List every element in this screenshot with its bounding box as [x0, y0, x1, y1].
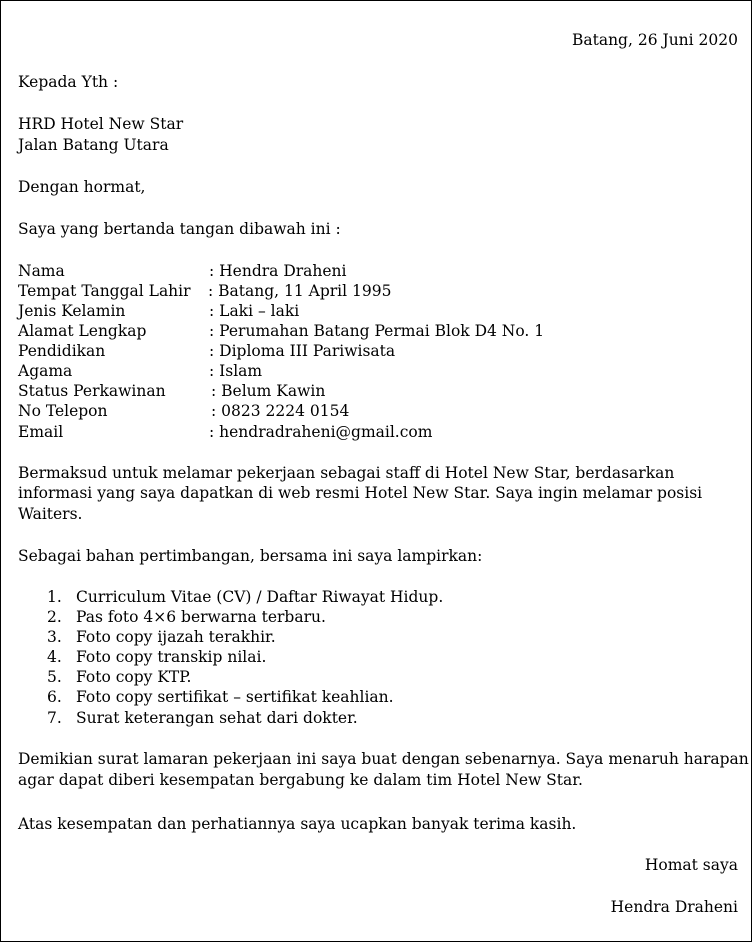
body-line: Waiters. [18, 505, 83, 523]
field-value-telepon: : 0823 2224 0154 [211, 402, 350, 420]
recipient-address: Jalan Batang Utara [18, 136, 169, 154]
list-item: Pas foto 4×6 berwarna terbaru. [76, 608, 326, 626]
field-label-jenis-kelamin: Jenis Kelamin [18, 302, 126, 320]
list-item-number: 7. [47, 709, 62, 727]
list-item: Surat keterangan sehat dari dokter. [76, 709, 358, 727]
field-value-email: : hendradraheni@gmail.com [209, 423, 433, 441]
greeting: Dengan hormat, [18, 178, 146, 196]
recipient-name: HRD Hotel New Star [18, 115, 184, 133]
signoff: Homat saya [644, 856, 738, 874]
list-item-number: 3. [47, 628, 62, 646]
field-label-nama: Nama [18, 262, 65, 280]
body-line: informasi yang saya dapatkan di web resmi Hotel New Star. Saya ingin melamar posisi [18, 484, 703, 502]
field-value-pendidikan: : Diploma III Pariwisata [209, 342, 396, 360]
field-label-pendidikan: Pendidikan [18, 342, 106, 360]
letter-date: Batang, 26 Juni 2020 [571, 31, 738, 49]
list-item: Foto copy transkip nilai. [76, 648, 267, 666]
field-value-agama: : Islam [209, 362, 263, 380]
list-item: Curriculum Vitae (CV) / Daftar Riwayat Hidup. [76, 588, 444, 606]
list-item-number: 6. [47, 688, 62, 706]
field-label-telepon: No Telepon [18, 402, 108, 420]
thanks-text: Atas kesempatan dan perhatiannya saya ucapkan banyak terima kasih. [18, 815, 577, 833]
list-item-number: 2. [47, 608, 62, 626]
field-value-ttl: : Batang, 11 April 1995 [208, 282, 392, 300]
field-label-alamat: Alamat Lengkap [18, 322, 147, 340]
list-item-number: 4. [47, 648, 62, 666]
list-item: Foto copy KTP. [76, 668, 192, 686]
closing-line: Demikian surat lamaran pekerjaan ini saya buat dengan sebenarnya. Saya menaruh harapan [18, 750, 749, 768]
body-line: Bermaksud untuk melamar pekerjaan sebagai staff di Hotel New Star, berdasarkan [18, 464, 675, 482]
field-value-alamat: : Perumahan Batang Permai Blok D4 No. 1 [209, 322, 545, 340]
intro-text: Saya yang bertanda tangan dibawah ini : [18, 220, 341, 238]
list-item-number: 5. [47, 668, 62, 686]
field-value-nama: : Hendra Draheni [209, 262, 347, 280]
attachments-intro: Sebagai bahan pertimbangan, bersama ini saya lampirkan: [18, 547, 483, 565]
to-heading: Kepada Yth : [18, 73, 119, 91]
list-item: Foto copy ijazah terakhir. [76, 628, 276, 646]
field-label-status: Status Perkawinan [18, 382, 166, 400]
closing-line: agar dapat diberi kesempatan bergabung ke dalam tim Hotel New Star. [18, 771, 583, 789]
list-item-number: 1. [47, 588, 62, 606]
field-label-agama: Agama [18, 362, 73, 380]
list-item: Foto copy sertifikat – sertifikat keahlian. [76, 688, 394, 706]
field-label-email: Email [18, 423, 64, 441]
field-label-ttl: Tempat Tanggal Lahir [18, 282, 191, 300]
field-value-status: : Belum Kawin [211, 382, 326, 400]
field-value-jenis-kelamin: : Laki – laki [209, 302, 300, 320]
signature-name: Hendra Draheni [610, 898, 738, 916]
